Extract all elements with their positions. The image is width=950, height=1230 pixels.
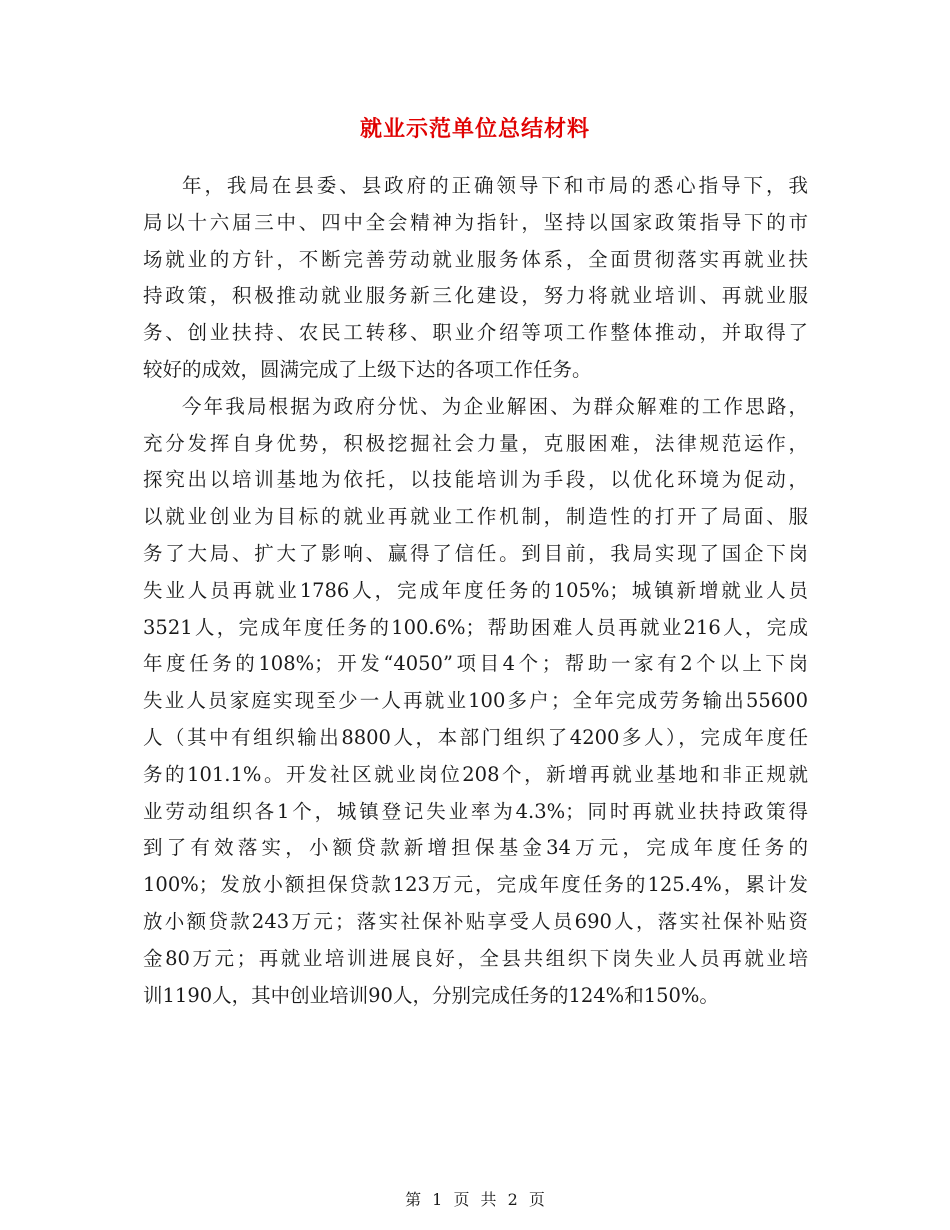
page-footer: 第 1 页 共 2 页 [405, 1190, 545, 1209]
paragraph-line: 年，我局在县委、县政府的正确领导下和市局的悉心指导下，我 [182, 174, 808, 197]
paragraph-line: 金80万元；再就业培训进展良好，全县共组织下岗失业人员再就业培 [143, 946, 808, 970]
paragraph-line: 失业人员再就业1786人，完成年度任务的105%；城镇新增就业人员 [143, 578, 808, 602]
document-body [143, 168, 808, 1014]
paragraph-line: 3521人，完成年度任务的100.6%；帮助困难人员再就业216人，完成 [143, 615, 808, 639]
paragraph-line: 失业人员家庭实现至少一人再就业100多户；全年完成劳务输出55600 [143, 689, 808, 713]
paragraph-line: 年度任务的108%；开发“4050”项目4个；帮助一家有2个以上下岗 [143, 652, 808, 676]
paragraph-line: 今年我局根据为政府分忧、为企业解困、为群众解难的工作思路， [182, 394, 808, 418]
paragraph-line: 务、创业扶持、农民工转移、职业介绍等项工作整体推动，并取得了 [143, 321, 808, 345]
paragraph-line: 到了有效落实，小额贷款新增担保基金34万元，完成年度任务的 [143, 836, 808, 860]
paragraph-line: 训1190人，其中创业培训90人，分别完成任务的124%和150%。 [143, 983, 719, 1007]
paragraph-line: 以就业创业为目标的就业再就业工作机制，制造性的打开了局面、服 [143, 505, 808, 529]
paragraph-line: 充分发挥自身优势，积极挖掘社会力量，克服困难，法律规范运作， [143, 431, 808, 455]
paragraph-line: 探究出以培训基地为依托，以技能培训为手段，以优化环境为促动， [143, 468, 808, 492]
paragraph [143, 168, 808, 389]
paragraph-line: 人（其中有组织输出8800人，本部门组织了4200多人），完成年度任 [143, 725, 808, 749]
paragraph-line: 业劳动组织各1个，城镇登记失业率为4.3%；同时再就业扶持政策得 [143, 799, 808, 823]
paragraph-line: 较好的成效，圆满完成了上级下达的各项工作任务。 [143, 357, 592, 381]
paragraph-line: 场就业的方针，不断完善劳动就业服务体系，全面贯彻落实再就业扶 [143, 247, 808, 271]
document-title: 就业示范单位总结材料 [359, 117, 590, 142]
paragraph-line: 100%；发放小额担保贷款123万元，完成年度任务的125.4%，累计发 [143, 873, 808, 897]
paragraph-line: 务了大局、扩大了影响、赢得了信任。到目前，我局实现了国企下岗 [143, 541, 808, 565]
paragraph-line: 局以十六届三中、四中全会精神为指针，坚持以国家政策指导下的市 [143, 210, 808, 234]
paragraph-line: 持政策，积极推动就业服务新三化建设，努力将就业培训、再就业服 [143, 284, 808, 308]
paragraph-line: 务的101.1%。开发社区就业岗位208个，新增再就业基地和非正规就 [143, 762, 808, 786]
paragraph [143, 389, 808, 1015]
paragraph-line: 放小额贷款243万元；落实社保补贴享受人员690人，落实社保补贴资 [143, 909, 808, 933]
